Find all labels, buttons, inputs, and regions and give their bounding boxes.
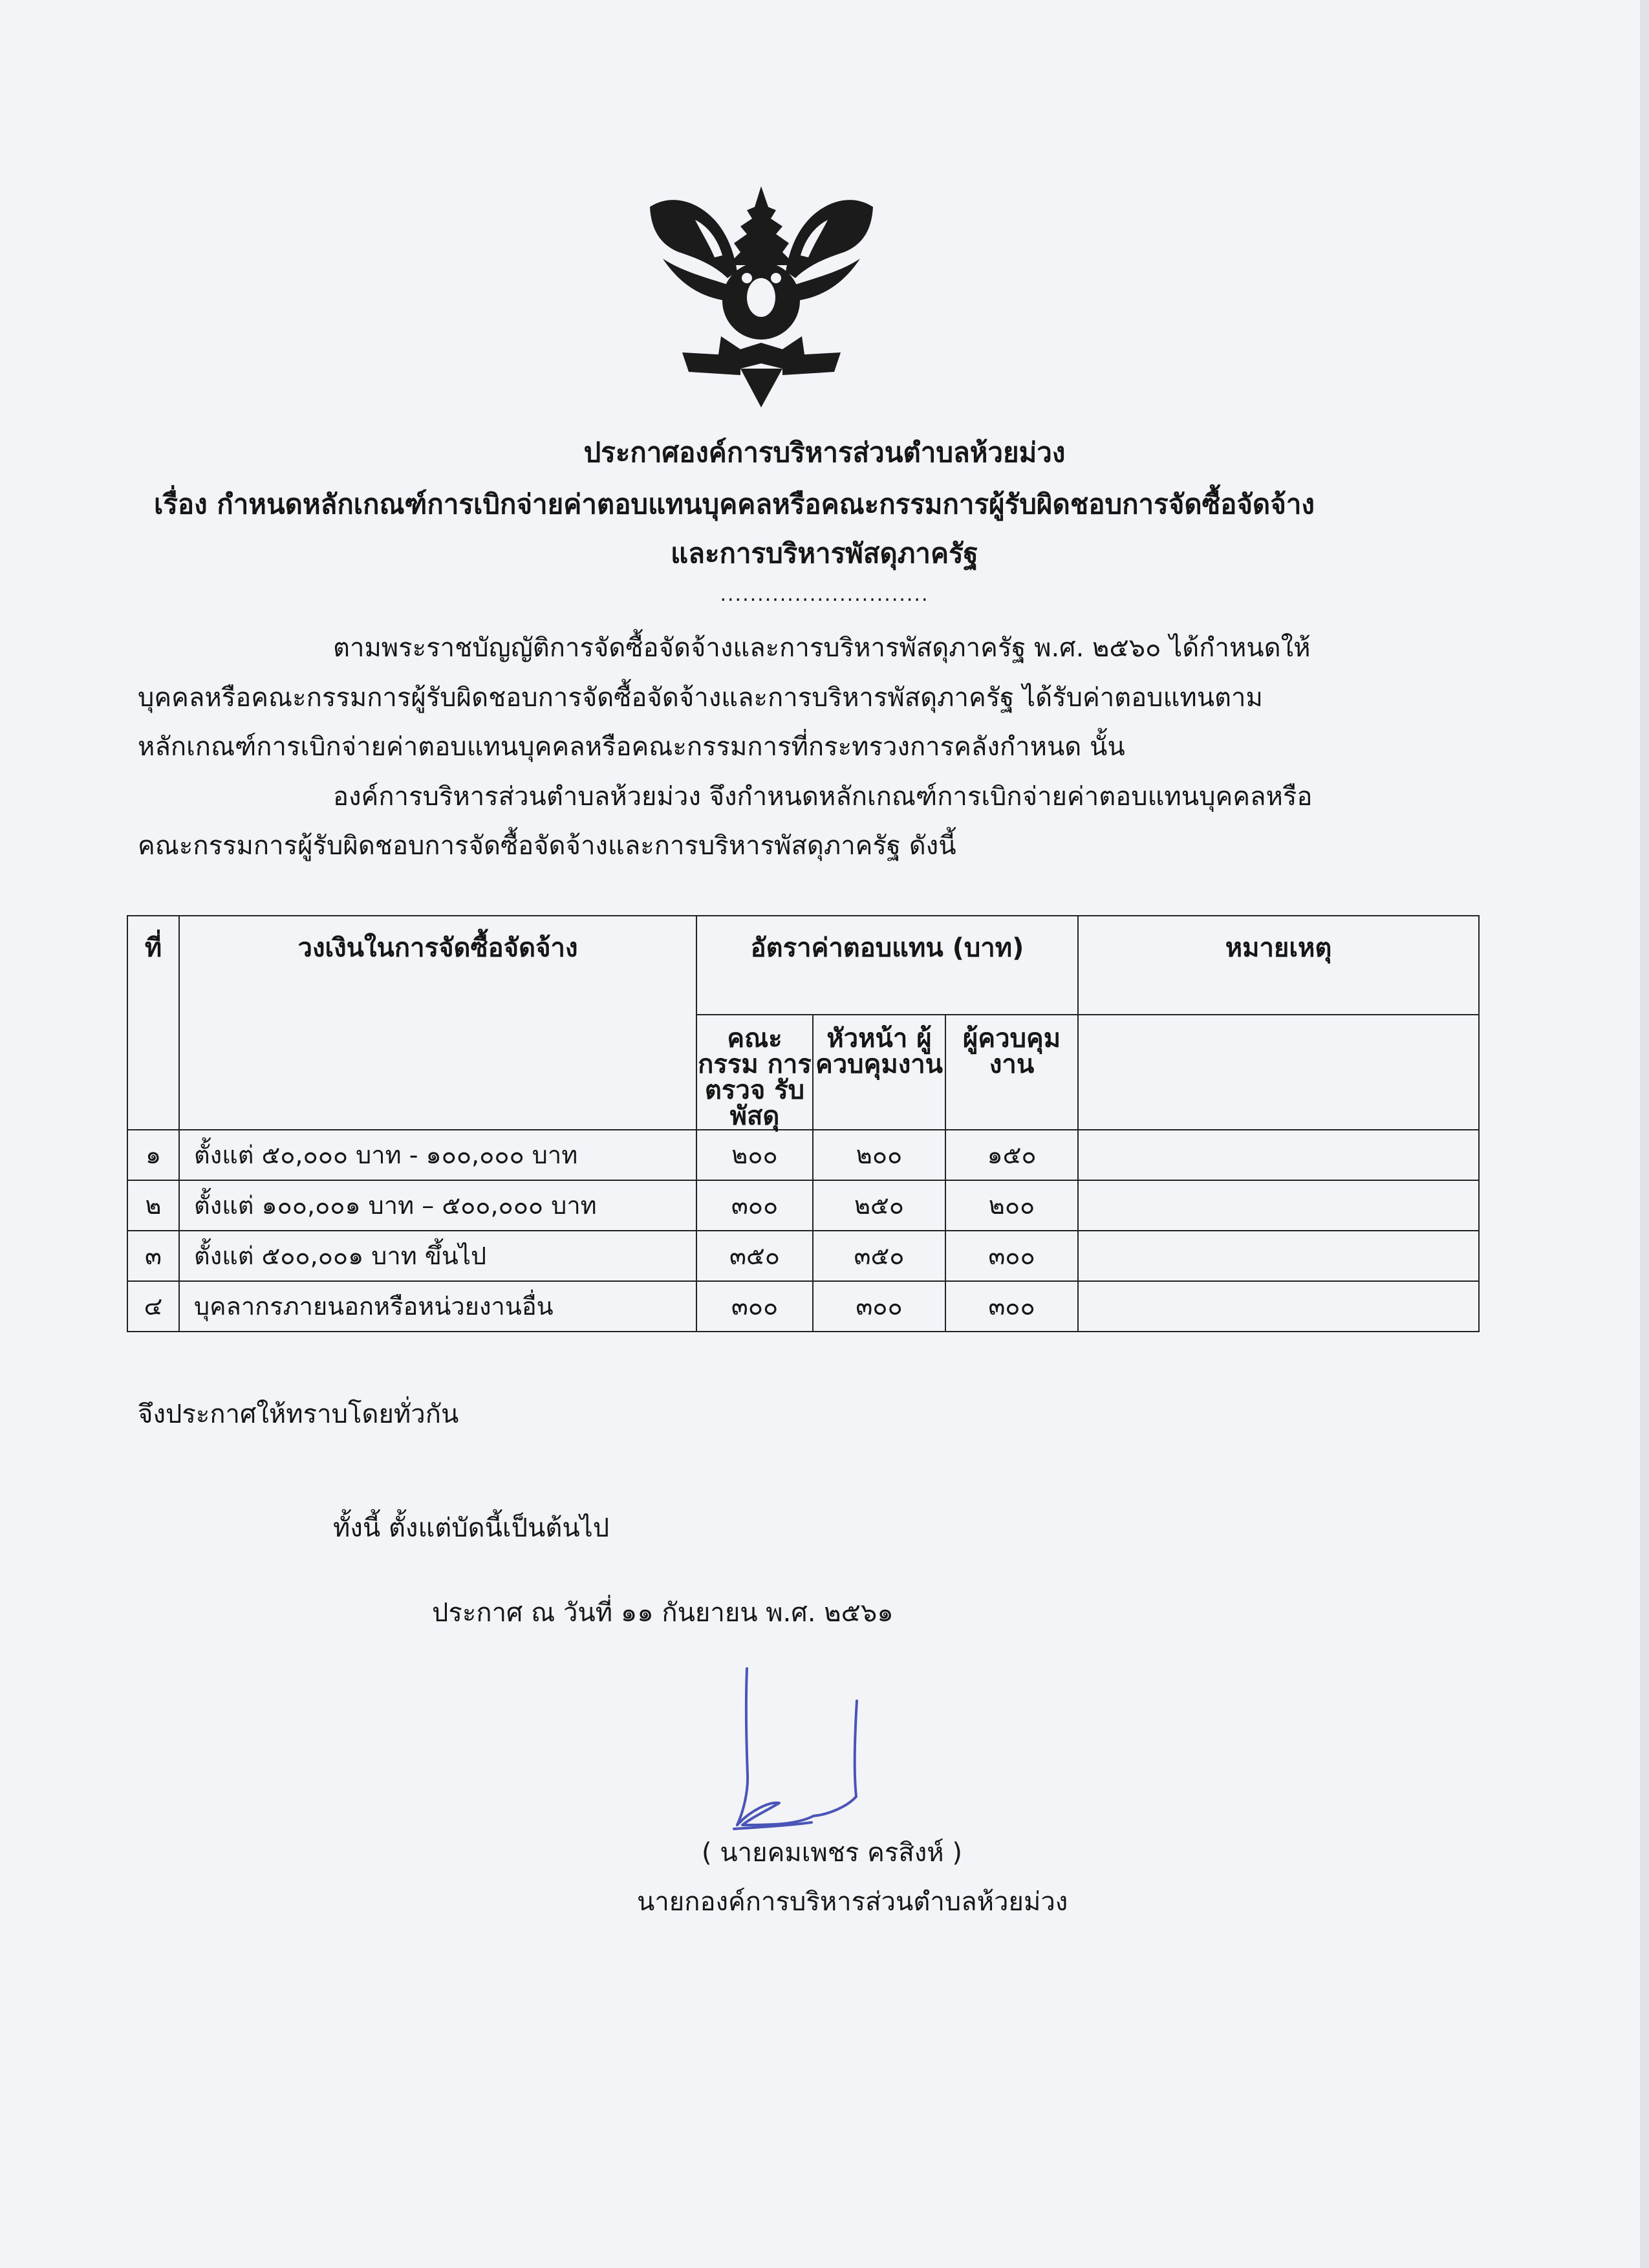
row-number: ๔ <box>127 1281 179 1332</box>
row-remark <box>1078 1180 1479 1231</box>
col-header-rate: อัตราค่าตอบแทน (บาท) <box>696 916 1078 1015</box>
row-remark <box>1078 1130 1479 1180</box>
row-inspection-rate: ๓๐๐ <box>696 1281 813 1332</box>
paragraph-2-line-2: คณะกรรมการผู้รับผิดชอบการจัดซื้อจัดจ้างและการบริหารพัสดุภาครัฐ ดังนี้ <box>138 831 956 861</box>
paragraph-1-line-2: บุคคลหรือคณะกรรมการผู้รับผิดชอบการจัดซื้อจัดจ้างและการบริหารพัสดุภาครัฐ ได้รับค่าตอบแทนตาม <box>138 683 1263 713</box>
col-header-range: วงเงินในการจัดซื้อจัดจ้าง <box>179 916 696 1130</box>
announcement-date: ประกาศ ณ วันที่ ๑๑ กันยายน พ.ศ. ๒๕๖๑ <box>432 1598 894 1628</box>
page-edge <box>1640 0 1649 2268</box>
row-range: บุคลากรภายนอกหรือหน่วยงานอื่น <box>179 1281 696 1332</box>
row-number: ๑ <box>127 1130 179 1180</box>
row-number: ๒ <box>127 1180 179 1231</box>
row-inspection-rate: ๓๕๐ <box>696 1231 813 1281</box>
col-header-no: ที่ <box>127 916 179 1130</box>
table-row <box>127 1231 1479 1281</box>
issuer-heading: ประกาศองค์การบริหารส่วนตำบลห้วยม่วง <box>583 437 1066 468</box>
signatory-title: นายกองค์การบริหารส่วนตำบลห้วยม่วง <box>637 1887 1068 1917</box>
paragraph-2-line-1: องค์การบริหารส่วนตำบลห้วยม่วง จึงกำหนดหลักเกณฑ์การเบิกจ่ายค่าตอบแทนบุคคลหรือ <box>333 782 1313 812</box>
effective-line: ทั้งนี้ ตั้งแต่บัดนี้เป็นต้นไป <box>333 1513 610 1543</box>
col-header-supervisor: ผู้ควบคุมงาน <box>945 1015 1078 1130</box>
rates-table <box>127 915 1480 1332</box>
table-row <box>127 1130 1479 1180</box>
col-header-remark-sub <box>1078 1015 1479 1130</box>
row-range: ตั้งแต่ ๕๐๐,๐๐๑ บาท ขึ้นไป <box>179 1231 696 1281</box>
row-inspection-rate: ๒๐๐ <box>696 1130 813 1180</box>
row-head-supervisor-rate: ๒๕๐ <box>813 1180 945 1231</box>
row-supervisor-rate: ๑๕๐ <box>945 1130 1078 1180</box>
paragraph-1-line-1: ตามพระราชบัญญัติการจัดซื้อจัดจ้างและการบริหารพัสดุภาครัฐ พ.ศ. ๒๕๖๐ ได้กำหนดให้ <box>333 633 1311 663</box>
table-row <box>127 1281 1479 1332</box>
announce-line: จึงประกาศให้ทราบโดยทั่วกัน <box>138 1399 459 1429</box>
signatory-name: ( นายคมเพชร ครสิงห์ ) <box>702 1838 962 1868</box>
row-range: ตั้งแต่ ๑๐๐,๐๐๑ บาท – ๕๐๐,๐๐๐ บาท <box>179 1180 696 1231</box>
row-remark <box>1078 1231 1479 1281</box>
row-supervisor-rate: ๓๐๐ <box>945 1281 1078 1332</box>
row-supervisor-rate: ๓๐๐ <box>945 1231 1078 1281</box>
separator: ............................ <box>720 583 929 606</box>
row-supervisor-rate: ๒๐๐ <box>945 1180 1078 1231</box>
col-header-remark: หมายเหตุ <box>1078 916 1479 1015</box>
row-inspection-rate: ๓๐๐ <box>696 1180 813 1231</box>
row-head-supervisor-rate: ๓๕๐ <box>813 1231 945 1281</box>
subject-heading-cont: และการบริหารพัสดุภาครัฐ <box>671 537 978 569</box>
row-remark <box>1078 1281 1479 1332</box>
col-header-inspection-committee: คณะกรรม การตรวจ รับพัสดุ <box>696 1015 813 1130</box>
table-row <box>127 1180 1479 1231</box>
subject-heading: เรื่อง กำหนดหลักเกณฑ์การเบิกจ่ายค่าตอบแทนบุคคลหรือคณะกรรมการผู้รับผิดชอบการจัดซื้อจัดจ้าง <box>154 488 1315 520</box>
row-head-supervisor-rate: ๓๐๐ <box>813 1281 945 1332</box>
paragraph-1-line-3: หลักเกณฑ์การเบิกจ่ายค่าตอบแทนบุคคลหรือคณะกรรมการที่กระทรวงการคลังกำหนด นั้น <box>138 732 1125 762</box>
col-header-head-supervisor: หัวหน้า ผู้ควบคุมงาน <box>813 1015 945 1130</box>
signature-icon <box>698 1656 873 1843</box>
row-range: ตั้งแต่ ๕๐,๐๐๐ บาท - ๑๐๐,๐๐๐ บาท <box>179 1130 696 1180</box>
row-number: ๓ <box>127 1231 179 1281</box>
row-head-supervisor-rate: ๒๐๐ <box>813 1130 945 1180</box>
garuda-emblem-icon <box>643 181 879 411</box>
